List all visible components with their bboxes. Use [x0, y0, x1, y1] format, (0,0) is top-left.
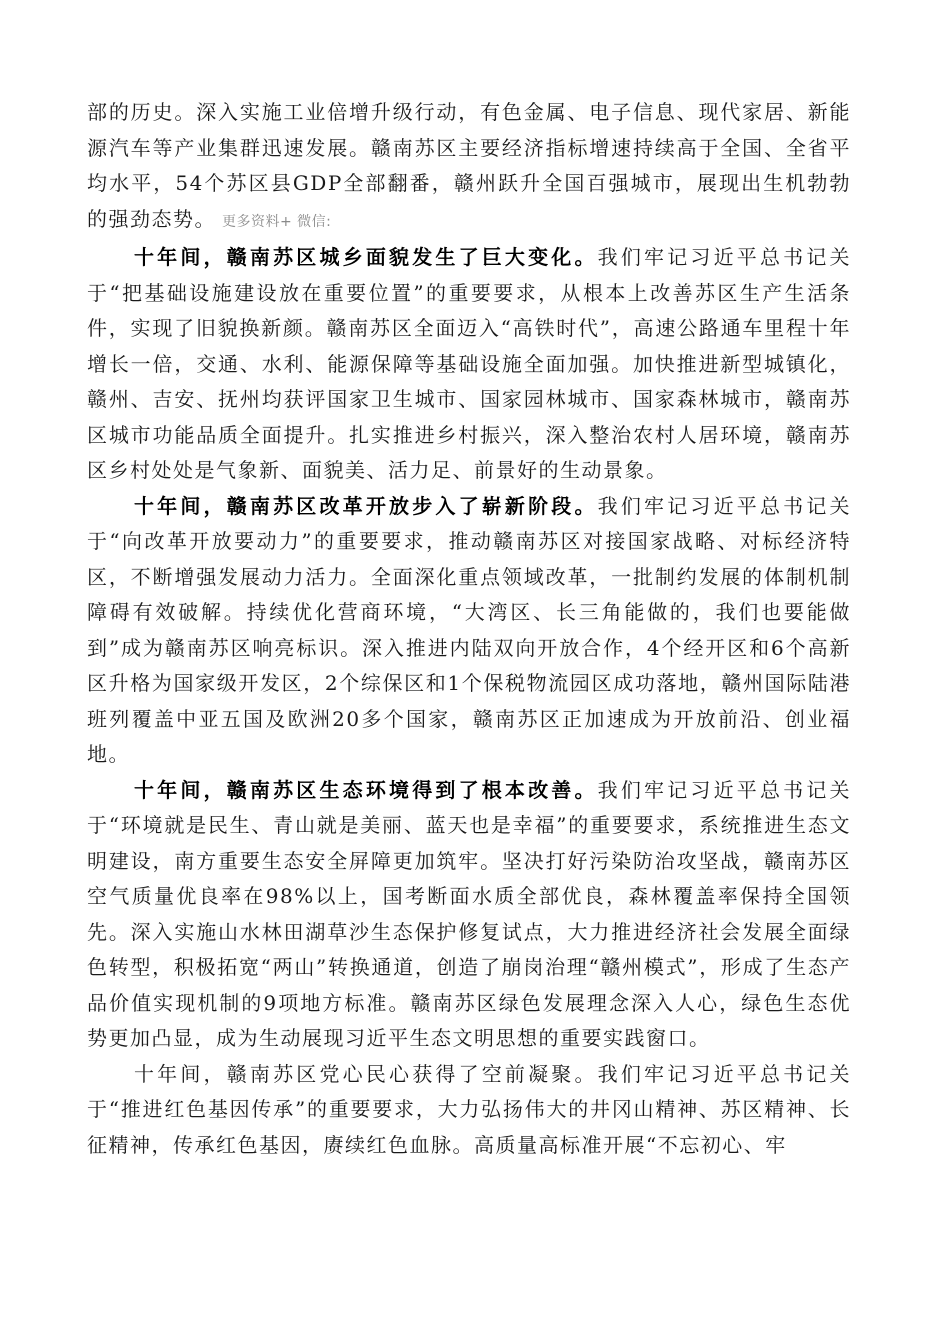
- paragraph-lead-heading: 十年间，赣南苏区改革开放步入了崭新阶段。: [134, 493, 598, 518]
- document-page: [87, 95, 851, 1163]
- paragraph-reform-opening: [87, 489, 851, 773]
- paragraph-text: 我们牢记习近平总书记关于“向改革开放要动力”的重要要求，推动赣南苏区对接国家战略、对标经济特区，不断增强发展动力活力。全面深化重点领域改革，一批制约发展的体制机制障碍有效破解。持续优化营商环境，“大湾区、长三角能做的，我们也要能做到”成为赣南苏区响亮标识。深入推进内陆双向开放合作，4个经开区和6个高新区升格为国家级开发区，2个综保区和1个保税物流园区成功落地，赣州国际陆港班列覆盖中亚五国及欧洲20多个国家，赣南苏区正加速成为开放前沿、创业福地。: [87, 493, 852, 766]
- paragraph-text: 部的历史。深入实施工业倍增升级行动，有色金属、电子信息、现代家居、新能源汽车等产业集群迅速发展。赣南苏区主要经济指标增速持续高于全国、全省平均水平，54个苏区县GDP全部翻番，赣州跃升全国百强城市，展现出生机勃勃的强劲态势。: [87, 100, 851, 231]
- paragraph-text: 十年间，赣南苏区党心民心获得了空前凝聚。我们牢记习近平总书记关于“推进红色基因传承”的重要要求，大力弘扬伟大的井冈山精神、苏区精神、长征精神，传承红色基因，赓续红色血脉。高质量高标准开展“不忘初心、牢: [87, 1061, 851, 1157]
- paragraph-lead-heading: 十年间，赣南苏区生态环境得到了根本改善。: [134, 777, 598, 802]
- paragraph-urban-rural-change: [87, 240, 851, 489]
- paragraph-ecological-environment: [87, 773, 851, 1057]
- paragraph-party-cohesion: [87, 1057, 851, 1164]
- paragraph-text: 我们牢记习近平总书记关于“环境就是民生、青山就是美丽、蓝天也是幸福”的重要要求，系统推进生态文明建设，南方重要生态安全屏障更加筑牢。坚决打好污染防治攻坚战，赣南苏区空气质量优良率在98%以上，国考断面水质全部优良，森林覆盖率保持全国领先。深入实施山水林田湖草沙生态保护修复试点，大力推进经济社会发展全面绿色转型，积极拓宽“两山”转换通道，创造了崩岗治理“赣州模式”，形成了生态产品价值实现机制的9项地方标准。赣南苏区绿色发展理念深入人心，绿色生态优势更加凸显，成为生动展现习近平生态文明思想的重要实践窗口。: [87, 777, 852, 1050]
- paragraph-text: 我们牢记习近平总书记关于“把基础设施建设放在重要位置”的重要要求，从根本上改善苏区生产生活条件，实现了旧貌换新颜。赣南苏区全面迈入“高铁时代”，高速公路通车里程十年增长一倍，交通、水利、能源保障等基础设施全面加强。加快推进新型城镇化，赣州、吉安、抚州均获评国家卫生城市、国家园林城市、国家森林城市，赣南苏区城市功能品质全面提升。扎实推进乡村振兴，深入整治农村人居环境，赣南苏区乡村处处是气象新、面貌美、活力足、前景好的生动景象。: [87, 245, 852, 482]
- paragraph-lead-heading: 十年间，赣南苏区城乡面貌发生了巨大变化。: [134, 245, 598, 269]
- watermark-text: 更多资料+ 微信:: [222, 213, 332, 230]
- paragraph-economic-development: [87, 95, 851, 240]
